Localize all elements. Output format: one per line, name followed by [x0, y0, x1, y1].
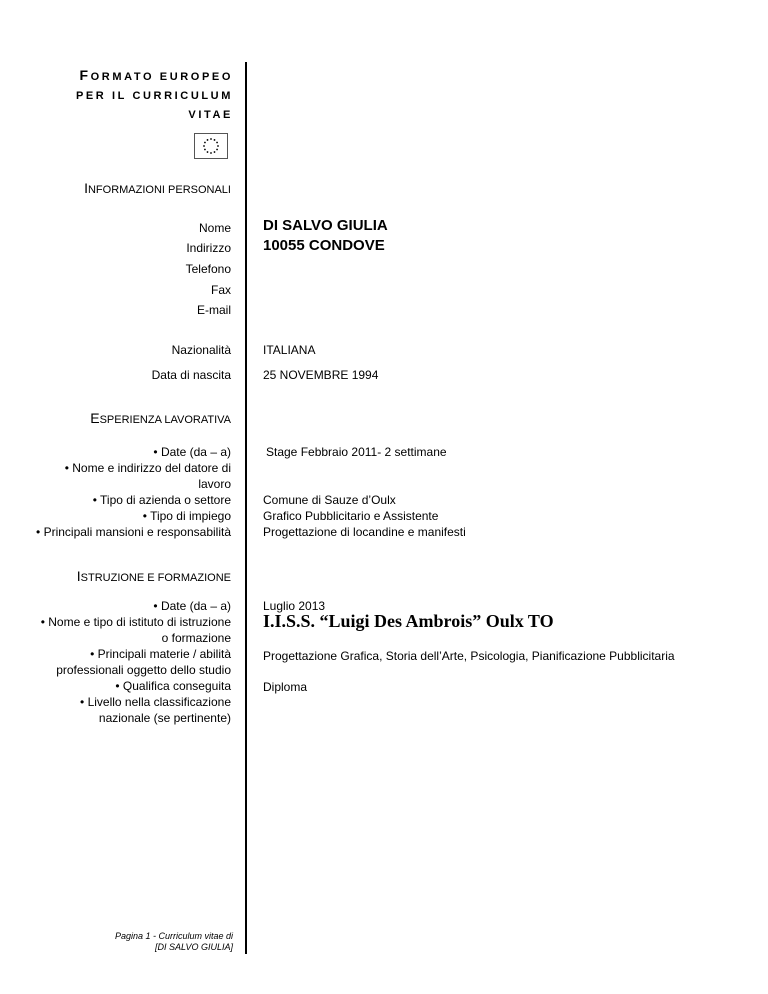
school-name-value: I.I.S.S. “Luigi Des Ambrois” Oulx TO	[263, 611, 554, 631]
work-sector-value: Comune di Sauze d’Oulx	[263, 493, 396, 507]
eu-flag-icon	[194, 133, 228, 159]
eu-flag-star	[210, 152, 212, 154]
section-personal-info: INFORMAZIONI PERSONALI	[84, 180, 231, 196]
nationality-label: Nazionalità	[171, 343, 231, 357]
subjects-value: Progettazione Grafica, Storia dell’Arte, Psicologia, Pianificazione Pubblicitaria	[263, 649, 675, 663]
eu-flag-star	[217, 145, 219, 147]
eu-flag-star	[207, 139, 209, 141]
name-label: Nome	[198, 221, 231, 235]
education-dates-value: Luglio 2013	[263, 599, 326, 613]
section-education: ISTRUZIONE E FORMAZIONE	[76, 568, 231, 584]
phone-label: Telefono	[185, 262, 231, 276]
eu-flag-star	[216, 149, 218, 151]
eu-flag-star	[204, 149, 206, 151]
page-footer: Pagina 1 - Curriculum vitae di [DI SALVO GIULIA]	[114, 931, 233, 952]
work-dates-value: Stage Febbraio 2011- 2 settimane	[266, 445, 447, 459]
education-labels: • Date (da – a) • Nome e tipo di istituto di istruzione o formazione • Principali materie / abilità professionali oggetto dello studio • Qualifica conseguita • Livello nella classificazione nazionale (se pertinente)	[40, 599, 231, 725]
fax-label: Fax	[210, 283, 231, 297]
work-duties-value: Progettazione di locandine e manifesti	[263, 525, 466, 539]
eu-flag-star	[207, 151, 209, 153]
vertical-divider	[245, 62, 247, 954]
work-job-type-value: Grafico Pubblicitario e Assistente	[263, 509, 439, 523]
eu-flag-star	[216, 142, 218, 144]
eu-flag-star	[214, 151, 216, 153]
eu-flag-star	[203, 145, 205, 147]
eu-flag-star	[214, 139, 216, 141]
cv-header-title: FORMATO EUROPEO PER IL CURRICULUM VITAE	[75, 67, 233, 121]
eu-flag-star	[204, 142, 206, 144]
eu-flag-star	[210, 138, 212, 140]
address-label: Indirizzo	[186, 241, 231, 255]
nationality-value: ITALIANA	[263, 343, 316, 357]
name-value: DI SALVO GIULIA	[263, 217, 388, 234]
address-value: 10055 CONDOVE	[263, 237, 385, 254]
birth-date-value: 25 NOVEMBRE 1994	[263, 368, 379, 382]
qualification-value: Diploma	[263, 680, 308, 694]
section-work-experience: ESPERIENZA LAVORATIVA	[90, 410, 231, 426]
work-labels: • Date (da – a) • Nome e indirizzo del datore di lavoro • Tipo di azienda o settore • Tipo di impiego • Principali mansioni e responsabilità	[36, 445, 231, 539]
email-label: E-mail	[196, 303, 231, 317]
birth-date-label: Data di nascita	[151, 368, 231, 382]
